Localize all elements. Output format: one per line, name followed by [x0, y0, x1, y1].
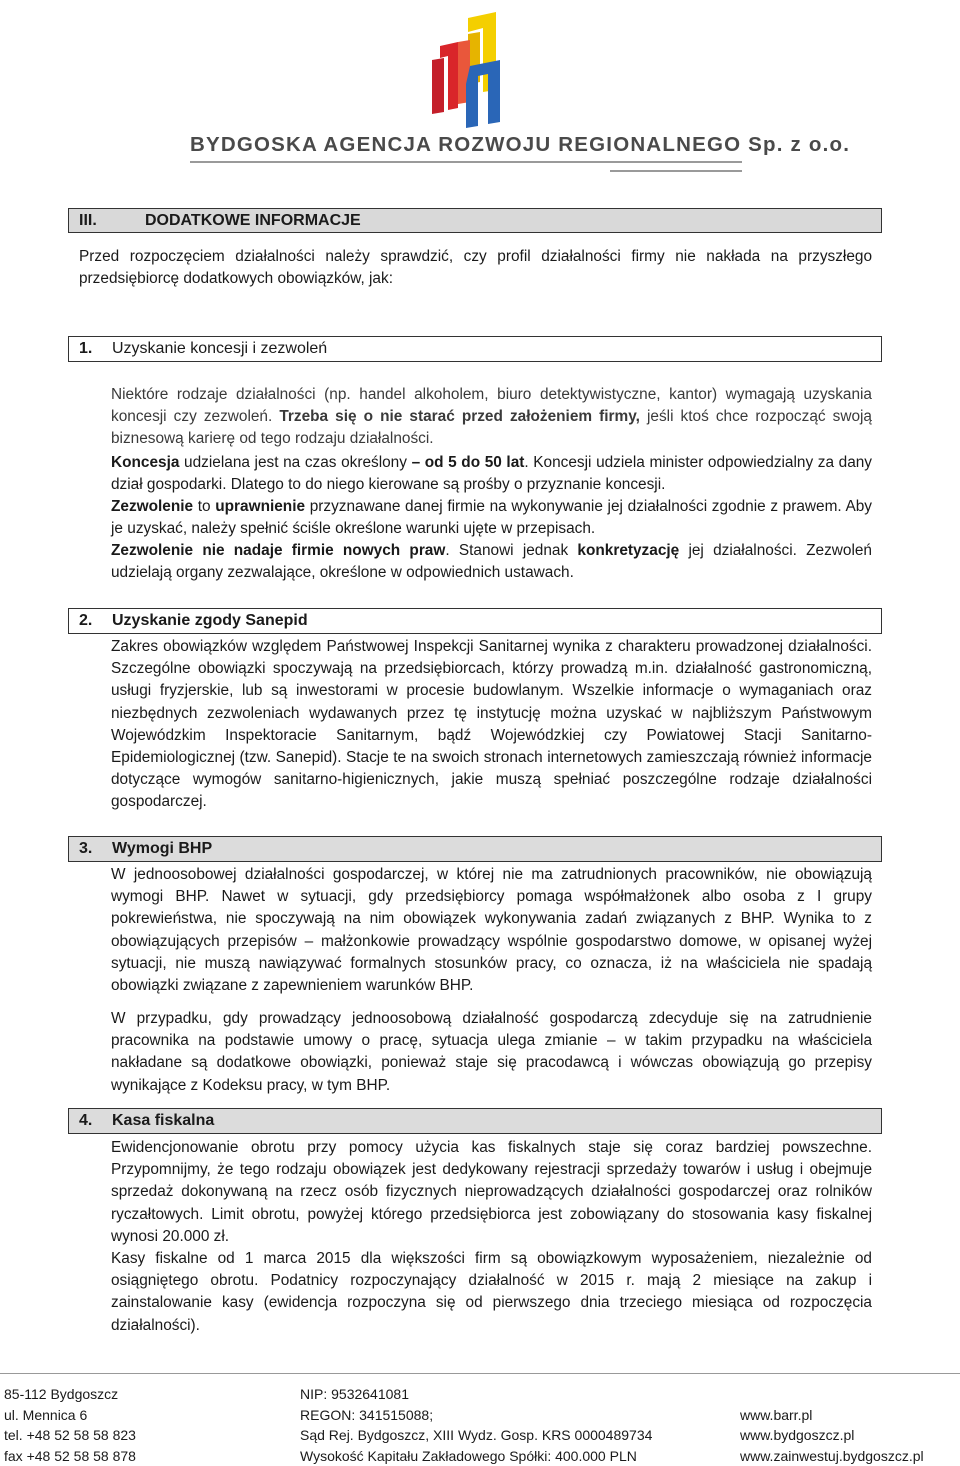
- text-run: jej działalności. Zezwoleń udzielają organy zezwalające, określone w odpowiednich ustawach.: [111, 542, 872, 581]
- item-2-header: [68, 608, 882, 634]
- item-1-paragraph-2: [111, 452, 872, 496]
- text-run: Niektóre rodzaje działalności (np. handel alkoholem, biuro detektywistyczne, kantor) wymagają uzyskania koncesji czy zezwoleń.: [111, 386, 872, 425]
- text-run-bold: uprawnienie: [215, 498, 305, 515]
- text-run: to: [193, 498, 215, 515]
- text-run-bold: Zezwolenie nie nadaje firmie nowych praw: [111, 542, 445, 559]
- footer-line: NIP: 9532641081: [300, 1384, 652, 1405]
- footer-registration: [300, 1384, 652, 1466]
- footer-line: REGON: 341515088;: [300, 1405, 652, 1426]
- footer-address: [4, 1384, 136, 1466]
- footer-line: fax +48 52 58 58 878: [4, 1446, 136, 1466]
- item-1-number: 1.: [79, 337, 92, 361]
- item-2-title: Uzyskanie zgody Sanepid: [112, 609, 308, 633]
- item-3-title: Wymogi BHP: [112, 837, 212, 861]
- footer-line: Wysokość Kapitału Zakładowego Spółki: 400.000 PLN: [300, 1446, 652, 1466]
- item-4-header: [68, 1108, 882, 1134]
- text-run-bold: konkretyzację: [577, 542, 679, 559]
- barr-logo-icon: [430, 12, 510, 132]
- header-divider-short: [610, 170, 742, 172]
- item-4-title: Kasa fiskalna: [112, 1109, 214, 1133]
- footer-websites: [740, 1405, 924, 1466]
- item-2-number: 2.: [79, 609, 92, 633]
- item-3-paragraph-1: W jednoosobowej działalności gospodarczej, w której nie ma zatrudnionych pracowników, nie obowiązują wymogi BHP. Nawet w sytuacji, gdy przedsiębiorcy pomaga współmałżonek albo osoba z I grupy pokrewieństwa, nie spoczywają na nim obowiązek wykonywania zadań związanych z BHP. Wynika to z obowiązujących przepisów – małżonkowie prowadzący wspólnie gospodarstwo domowe, w opisanej wyżej sytuacji, nie muszą nawiązywać formalnych stosunków pracy, co oznacza, iż na właściciela nie spadają obowiązki związane z zapewnieniem warunków BHP.: [111, 864, 872, 997]
- item-3-paragraph-2: W przypadku, gdy prowadzący jednoosobową działalność gospodarczą zdecyduje się na zatrudnienie pracownika na podstawie umowy o pracę, sytuacja ulega zmianie – w takim przypadku na właściciela nakładane są dodatkowe obowiązki, ponieważ staje się pracodawcą i wówczas obowiązują go przepisy wynikające z Kodeksu pracy, w tym BHP.: [111, 1008, 872, 1097]
- footer-line: 85-112 Bydgoszcz: [4, 1384, 136, 1405]
- footer-line: ul. Mennica 6: [4, 1405, 136, 1426]
- text-run: . Stanowi jednak: [445, 542, 577, 559]
- text-run-bold: Koncesja: [111, 454, 179, 471]
- section-number: III.: [79, 209, 97, 232]
- text-run: przyznawane danej firmie na wykonywanie jej działalności zgodnie z prawem. Aby je uzyskać, należy spełnić ściśle określone warunki ujęte w przepisach.: [111, 498, 872, 537]
- text-run: . Koncesji udziela minister odpowiedzialny za dany dział gospodarki. Dlatego to do niego kierowane są prośby o przyznanie koncesji.: [111, 454, 872, 493]
- footer-link[interactable]: www.bydgoszcz.pl: [740, 1425, 924, 1446]
- organization-name: BYDGOSKA AGENCJA ROZWOJU REGIONALNEGO Sp. z o.o.: [190, 133, 750, 157]
- item-3-header: [68, 836, 882, 862]
- text-run-bold: – od 5 do 50 lat: [412, 454, 525, 471]
- item-4-paragraph-1: Ewidencjonowanie obrotu przy pomocy użycia kas fiskalnych staje się coraz bardziej powszechne. Przypomnijmy, że tego rodzaju obowiązek jest dedykowany rejestracji sprzedaży towarów i usług i obejmuje sprzedaż dokonywaną na rzecz osób fizycznych nieprowadzących działalności gospodarczej oraz rolników ryczałtowych. Limit obrotu, powyżej którego przedsiębiorca jest zobowiązany do stosowania kasy fiskalnej wynosi 20.000 zł.: [111, 1137, 872, 1248]
- header-divider: [190, 161, 742, 163]
- text-run: jeśli ktoś chce rozpocząć swoją biznesową karierę od tego rodzaju działalności.: [111, 408, 872, 447]
- item-1-title: Uzyskanie koncesji i zezwoleń: [112, 337, 327, 361]
- item-2-paragraph: Zakres obowiązków względem Państwowej Inspekcji Sanitarnej wynika z charakteru prowadzonej działalności. Szczególne obowiązki spoczywają na przedsiębiorcach, którzy prowadzą m.in. działalność gastronomiczną, usługi fryzjerskie, lub są inwestorami w procesie budowlanym. Wszelkie informacje o wymaganiach oraz niezbędnych zezwoleniach wydawanych przez tę instytucję można uzyskać w najbliższym Państwowym Wojewódzkim Inspektoracie Sanitarnym, bądź Wojewódzkiej czy Powiatowej Stacji Sanitarno-Epidemiologicznej (tzw. Sanepid). Stacje te na swoich stronach internetowych zamieszczają również informacje dotyczące wymogów sanitarno-higienicznych, jakie muszą spełniać poszczególne rodzaje działalności gospodarczej.: [111, 636, 872, 814]
- item-1-header: [68, 336, 882, 362]
- item-4-number: 4.: [79, 1109, 92, 1133]
- text-run: udzielana jest na czas określony: [179, 454, 411, 471]
- footer-line: tel. +48 52 58 58 823: [4, 1425, 136, 1446]
- item-4-paragraph-2: Kasy fiskalne od 1 marca 2015 dla większości firm są obowiązkowym wyposażeniem, niezależnie od osiągniętego obrotu. Podatnicy rozpoczynający działalność w 2015 r. mają 2 miesiące na zakup i zainstalowanie kasy (ewidencja rozpoczyna się od pierwszego dnia trzeciego miesiąca od rozpoczęcia działalności).: [111, 1248, 872, 1337]
- footer-link[interactable]: www.zainwestuj.bydgoszcz.pl: [740, 1446, 924, 1466]
- section-header: [68, 208, 882, 233]
- footer-divider: [0, 1373, 960, 1374]
- text-run-bold: Trzeba się o nie starać przed założeniem firmy,: [279, 408, 640, 425]
- footer-link[interactable]: www.barr.pl: [740, 1405, 924, 1426]
- intro-paragraph: Przed rozpoczęciem działalności należy sprawdzić, czy profil działalności firmy nie nakłada na przyszłego przedsiębiorcę dodatkowych obowiązków, jak:: [79, 246, 872, 290]
- item-3-number: 3.: [79, 837, 92, 861]
- item-1-paragraph-4: [111, 540, 872, 584]
- text-run-bold: Zezwolenie: [111, 498, 193, 515]
- section-title: DODATKOWE INFORMACJE: [145, 209, 361, 232]
- item-1-paragraph-3: [111, 496, 872, 540]
- footer-line: Sąd Rej. Bydgoszcz, XIII Wydz. Gosp. KRS 0000489734: [300, 1425, 652, 1446]
- item-1-paragraph-1: [111, 384, 872, 451]
